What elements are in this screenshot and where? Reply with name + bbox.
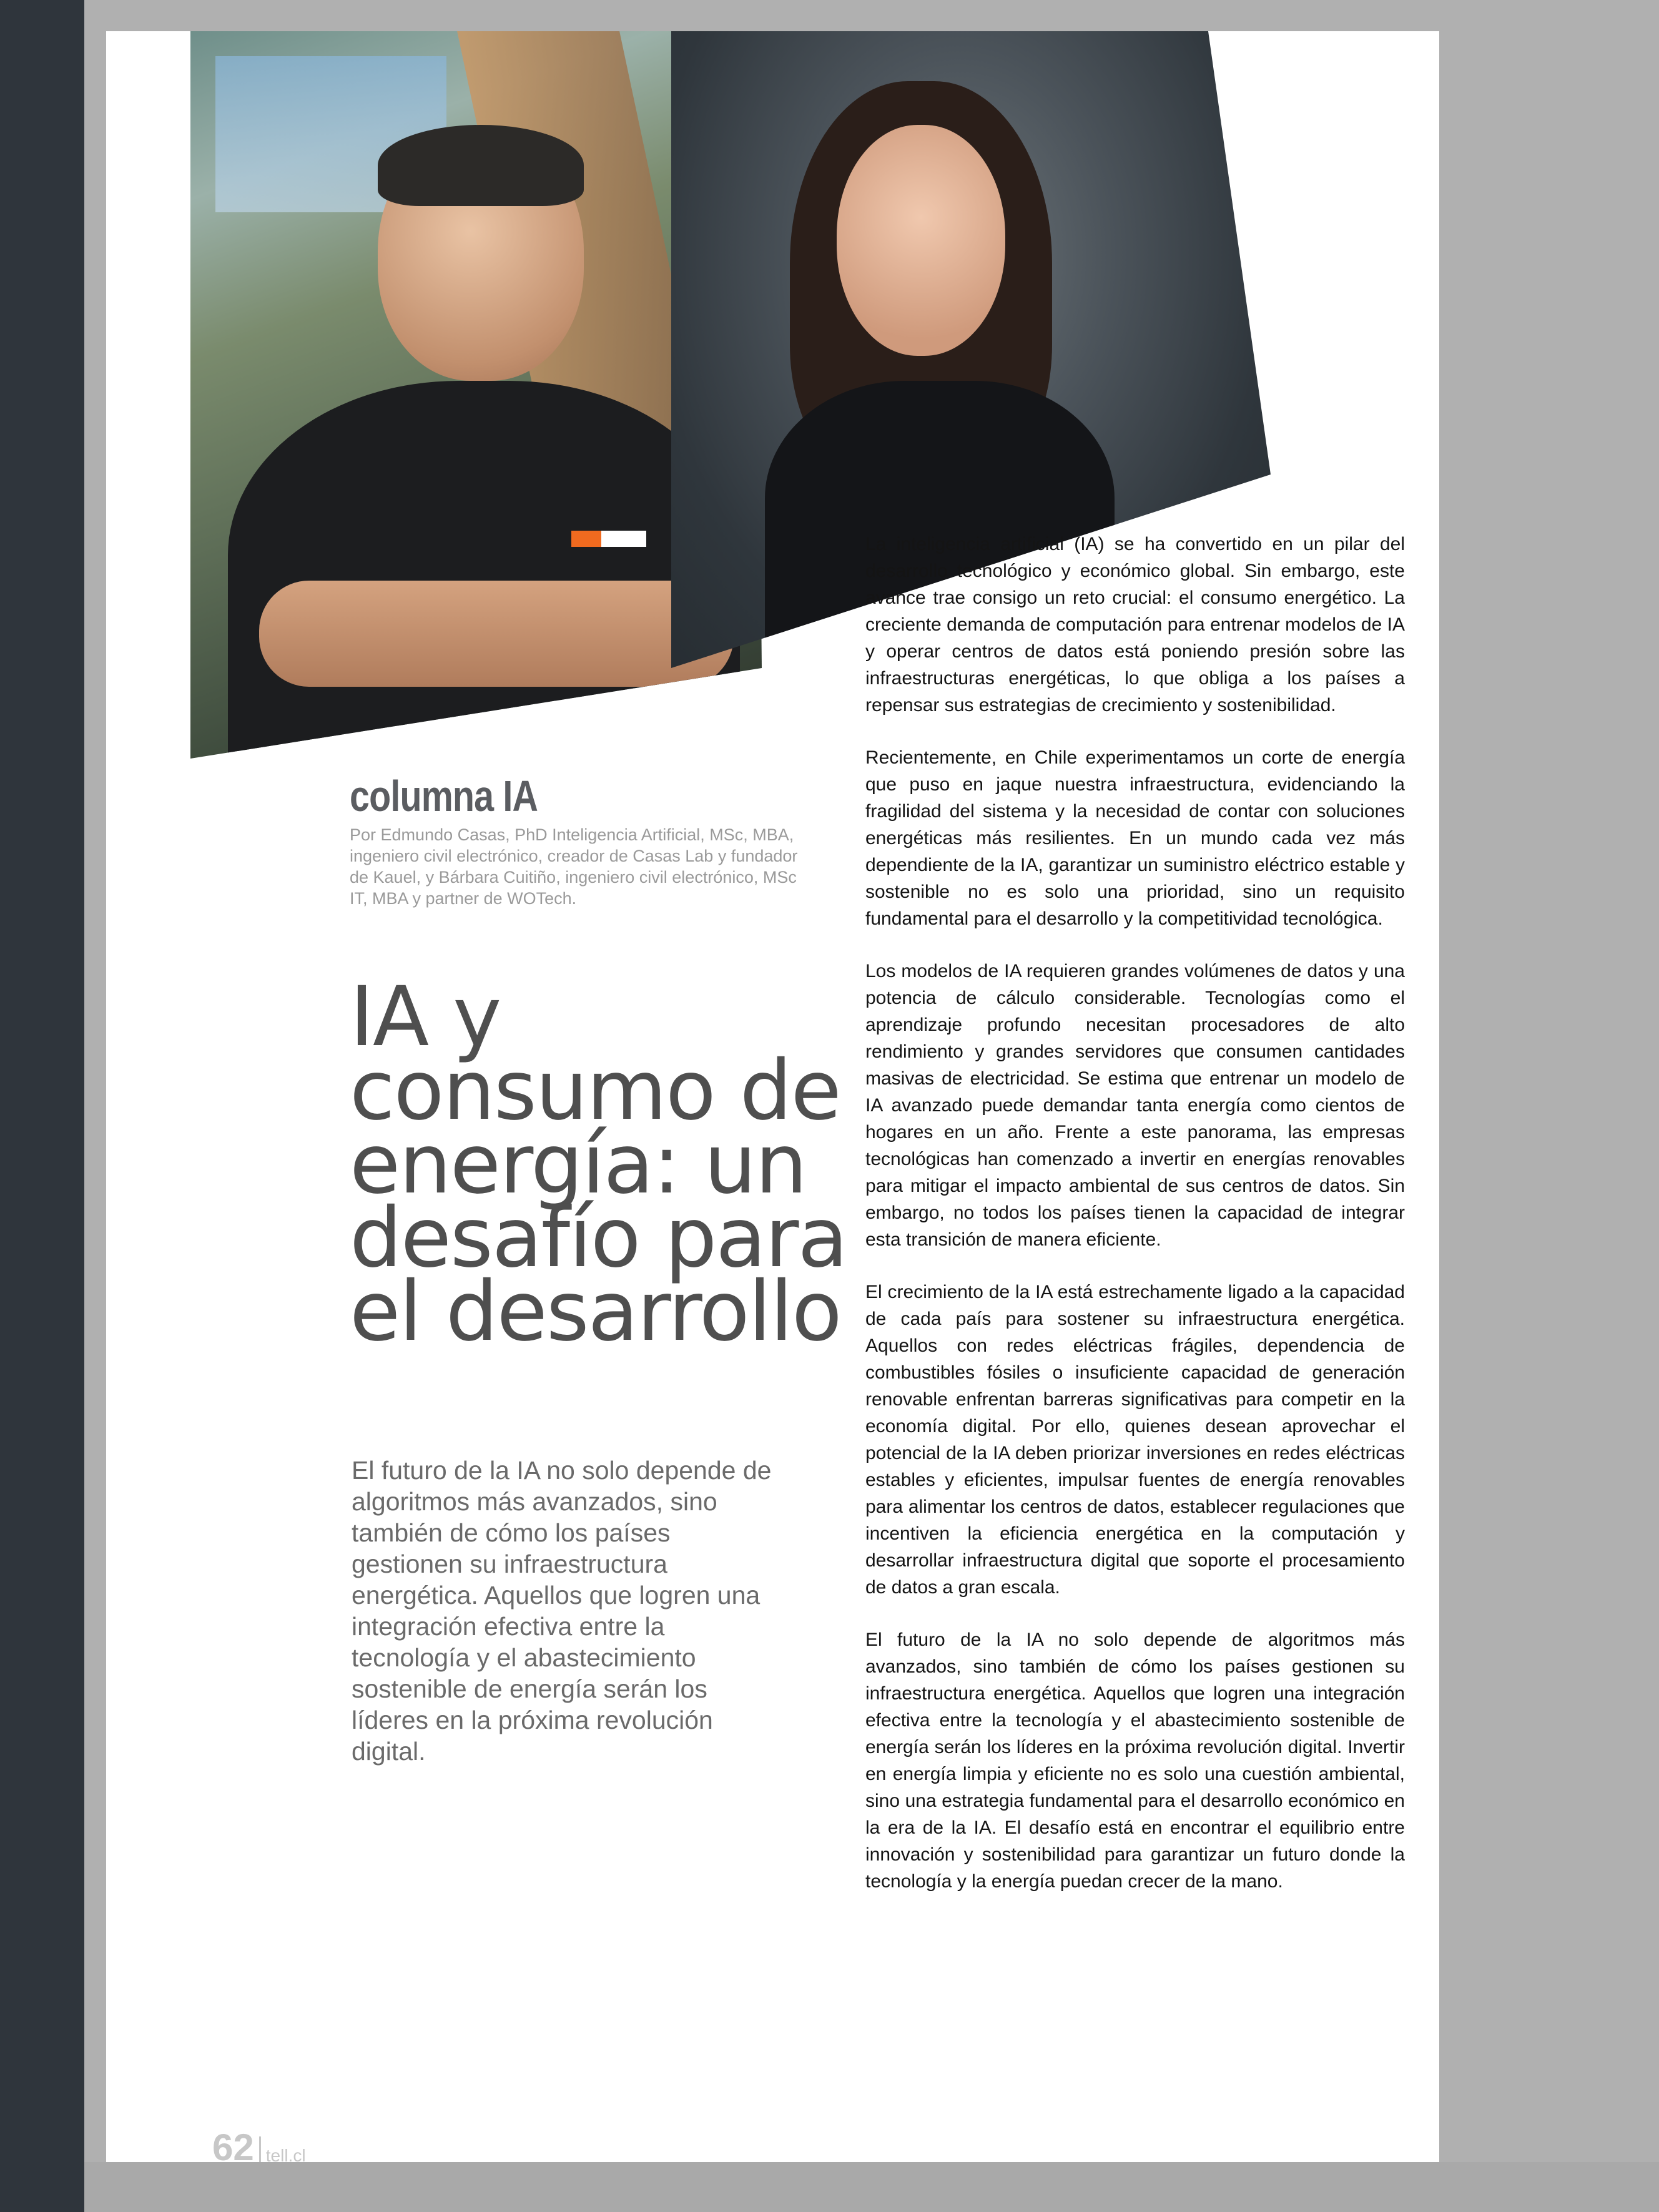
magazine-page: [106, 31, 1439, 2162]
section-label: columna IA: [350, 772, 538, 820]
photo-woman-face: [837, 125, 1005, 356]
bottom-band: [84, 2162, 1659, 2212]
body-paragraph-4: El crecimiento de la IA está estrechamente ligado a la capacidad de cada país para sostener su infraestructura energética. Aquellos con redes eléctricas frágiles, dependencia de combustibles fósiles o insuficiente capacidad de generación renovable enfrentan barreras significativas para competir en la economía digital. Por ello, quienes desean aprovechar el potencial de la IA deben priorizar inversiones en redes eléctricas estables y eficientes, impulsar fuentes de energía renovables para alimentar los centros de datos, establecer regulaciones que incentiven la eficiencia energética en la computación y desarrollar infraestructura digital que soporte el procesamiento de datos a gran escala.: [865, 1282, 1405, 1598]
page-number: 62: [212, 2126, 254, 2162]
magazine-site: tell.cl: [265, 2146, 306, 2162]
left-edge-strip: [0, 0, 84, 2212]
photo-shirt-logo: [571, 531, 646, 547]
folio-divider: [259, 2136, 261, 2162]
body-paragraph-3: Los modelos de IA requieren grandes volúmenes de datos y una potencia de cálculo considerable. Tecnologías como el aprendizaje profundo necesitan procesadores de alto rendimiento y grandes servidores que consumen cantidades masivas de electricidad. Se estima que entrenar un modelo de IA avanzado puede demandar tanta energía como cientos de hogares en un año. Frente a este panorama, las empresas tecnológicas han comenzado a invertir en energías renovables para mitigar el impacto ambiental de sus centros de datos. Sin embargo, no todos los países tienen la capacidad de integrar esta transición de manera eficiente.: [865, 961, 1405, 1250]
author-credits: Por Edmundo Casas, PhD Inteligencia Artificial, MSc, MBA, ingeniero civil electrónico, creador de Casas Lab y fundador de Kauel, y Bárbara Cuitiño, ingeniero civil electrónico, MSc IT, MBA y partner de WOTech.: [350, 825, 798, 908]
body-paragraph-1: La inteligencia artificial (IA) se ha convertido en un pilar del desarrollo tecnológico y económico global. Sin embargo, este avance trae consigo un reto crucial: el consumo energético. La creciente demanda de computación para entrenar modelos de IA y operar centros de datos está poniendo presión sobre las infraestructuras energéticas, lo que obliga a los países a repensar sus estrategias de crecimiento y sostenibilidad.: [865, 534, 1405, 715]
body-paragraph-2: Recientemente, en Chile experimentamos un corte de energía que puso en jaque nuestra infraestructura, evidenciando la fragilidad del sistema y la necesidad de contar con soluciones energéticas más resilientes. En un mundo cada vez más dependiente de la IA, garantizar un suministro eléctrico estable y sostenible no es solo una prioridad, sino un requisito fundamental para el desarrollo y la competitividad tecnológica.: [865, 747, 1405, 929]
page-folio: [212, 2126, 306, 2162]
photo-man-shirt: [228, 381, 740, 768]
body-paragraph-5: El futuro de la IA no solo depende de algoritmos más avanzados, sino también de cómo los países gestionen su infraestructura energética. Aquellos que logren una integración efectiva entre la tecnología y el abastecimiento sostenible de energía serán los líderes en la próxima revolución digital. Invertir en energía limpia y eficiente no es solo una cuestión ambiental, sino una estrategia fundamental para el desarrollo económico en la era de la IA. El desafío está en encontrar el equilibrio entre innovación y sostenibilidad para garantizar un futuro donde la tecnología y la energía puedan crecer de la mano.: [865, 1630, 1405, 1892]
article-headline: IA y consumo de energía: un desafío para el desarrollo: [350, 969, 847, 1360]
article-body: [865, 531, 1405, 1920]
photo-man-arms: [259, 581, 734, 687]
photo-man-hair: [378, 125, 584, 206]
article-lead: El futuro de la IA no solo depende de algoritmos más avanzados, sino también de cómo los países gestionen su infraestructura energética. Aquellos que logren una integración efectiva entre la tecnología y el abastecimiento sostenible de energía serán los líderes en la próxima revolución digital.: [352, 1456, 772, 1766]
